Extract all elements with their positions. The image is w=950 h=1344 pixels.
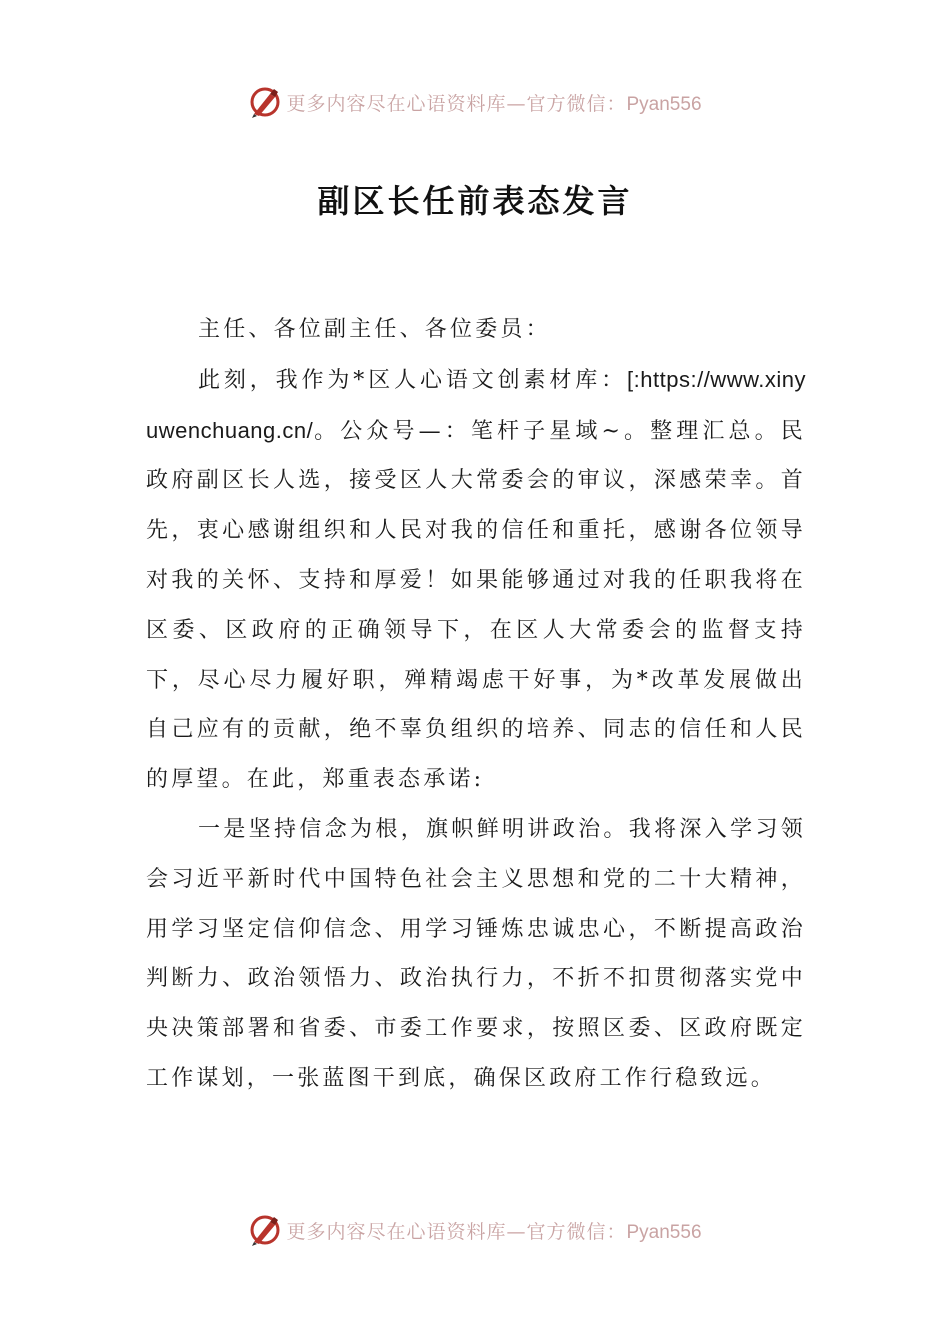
pen-logo-icon	[248, 85, 282, 119]
salutation: 主任、各位副主任、各位委员：	[198, 317, 551, 342]
footer-banner	[0, 1210, 950, 1250]
source-url: [:https://www.xinyuwenchuang.cn/	[146, 366, 806, 443]
paragraph-1: 此刻，我作为*区人心语文创素材库：[:https://www.xinyuwenchuang.cn/。公众号—：笔杆子星域~。整理汇总。民政府副区长人选，接受区人大常委会的审议，深感荣幸。首先，衷心感谢组织和人民对我的信任和重托，感谢各位领导对我的关怀、支持和厚爱！如果能够通过对我的任职我将在区委、区政府的正确领导下，在区人大常委会的监督支持下，尽心尽力履好职，殚精竭虑干好事，为*改革发展做出自己应有的贡献，绝不辜负组织的培养、同志的信任和人民的厚望。在此，郑重表态承诺:	[146, 366, 806, 793]
document-body	[146, 305, 806, 1104]
paragraph-2: 一是坚持信念为根，旗帜鲜明讲政治。我将深入学习领会习近平新时代中国特色社会主义思想和党的二十大精神，用学习坚定信仰信念、用学习锤炼忠诚忠心，不断提高政治判断力、政治领悟力、政治执行力，不折不扣贯彻落实党中央决策部署和省委、市委工作要求，按照区委、区政府既定工作谋划，一张蓝图干到底，确保区政府工作行稳致远。	[146, 816, 806, 1091]
banner-text: 更多内容尽在心语资料库—官方微信：Pyan556	[286, 92, 702, 115]
banner-text: 更多内容尽在心语资料库—官方微信：Pyan556	[286, 1220, 702, 1243]
header-banner	[0, 82, 950, 122]
document-title: 副区长任前表态发言	[317, 182, 633, 220]
pen-logo-icon	[248, 1213, 282, 1247]
